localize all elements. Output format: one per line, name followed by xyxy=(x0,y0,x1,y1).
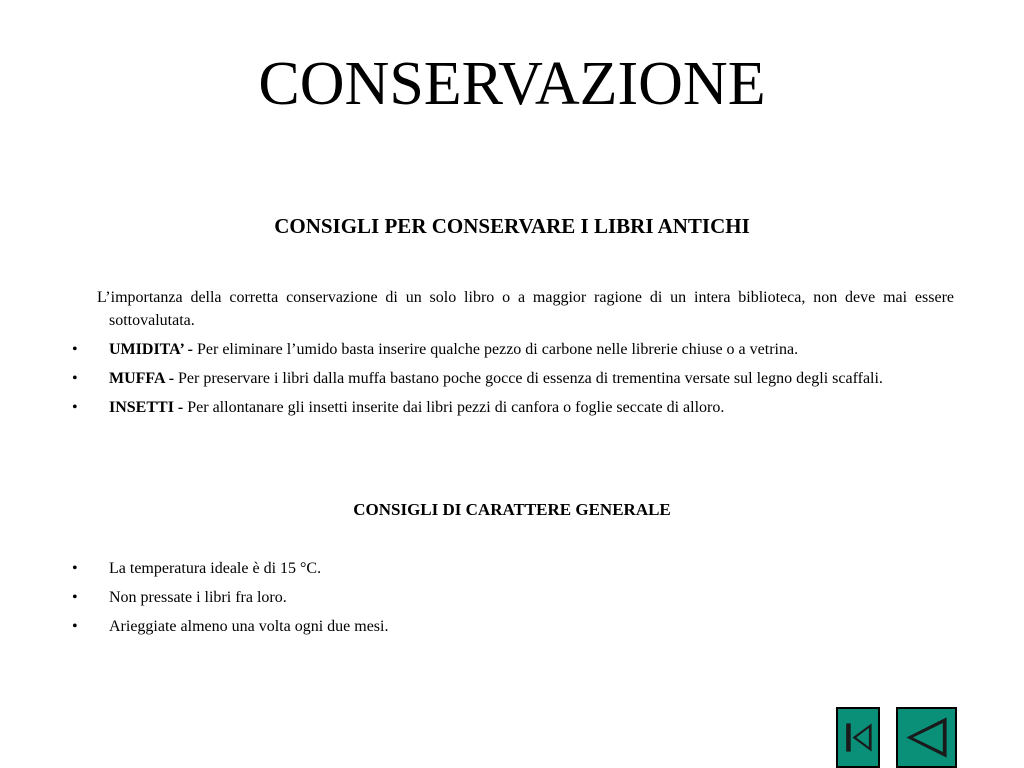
list-item-temperature xyxy=(0,557,954,580)
list-item-muffa xyxy=(0,367,954,390)
item-label: INSETTI - xyxy=(109,399,184,416)
list-item-pressing xyxy=(0,586,954,609)
bullet: • xyxy=(72,341,78,358)
skip-to-first-icon xyxy=(838,709,878,766)
item-text: Per eliminare l’umido basta inserire qualche pezzo di carbone nelle librerie chiuse o a vetrina. xyxy=(196,341,799,358)
item-label: UMIDITA’ - xyxy=(109,341,193,358)
item-text: Non pressate i libri fra loro. xyxy=(109,589,287,606)
item-text: Per allontanare gli insetti inserite dai libri pezzi di canfora o foglie seccate di alloro. xyxy=(187,399,725,416)
item-label: MUFFA - xyxy=(109,370,175,387)
conservation-tips-list xyxy=(0,338,1024,425)
previous-slide-button[interactable] xyxy=(896,707,957,768)
general-tips-list xyxy=(0,557,1024,644)
list-item-airing xyxy=(0,615,954,638)
bullet: • xyxy=(72,370,78,387)
previous-triangle-icon xyxy=(898,709,955,766)
first-slide-button[interactable] xyxy=(836,707,880,768)
section-heading-conservation-tips: CONSIGLI PER CONSERVARE I LIBRI ANTICHI xyxy=(274,214,750,238)
item-text: Arieggiate almeno una volta ogni due mesi. xyxy=(109,618,389,635)
item-text: La temperatura ideale è di 15 °C. xyxy=(109,560,322,577)
section-heading-general-tips: CONSIGLI DI CARATTERE GENERALE xyxy=(353,500,671,519)
list-item-insetti xyxy=(0,396,954,419)
slide-title: CONSERVAZIONE xyxy=(258,50,766,118)
bullet: • xyxy=(72,618,78,635)
list-item-umidita xyxy=(0,338,954,361)
item-text: Per preservare i libri dalla muffa bastano poche gocce di essenza di trementina versate sul legno degli scaffali. xyxy=(178,370,883,387)
bullet: • xyxy=(72,589,78,606)
intro-paragraph xyxy=(97,286,954,332)
intro-text: L’importanza della corretta conservazione di un solo libro o a maggior ragione di un intera biblioteca, non deve mai essere sottovalutata. xyxy=(97,289,954,329)
bullet: • xyxy=(72,560,78,577)
bullet: • xyxy=(72,399,78,416)
